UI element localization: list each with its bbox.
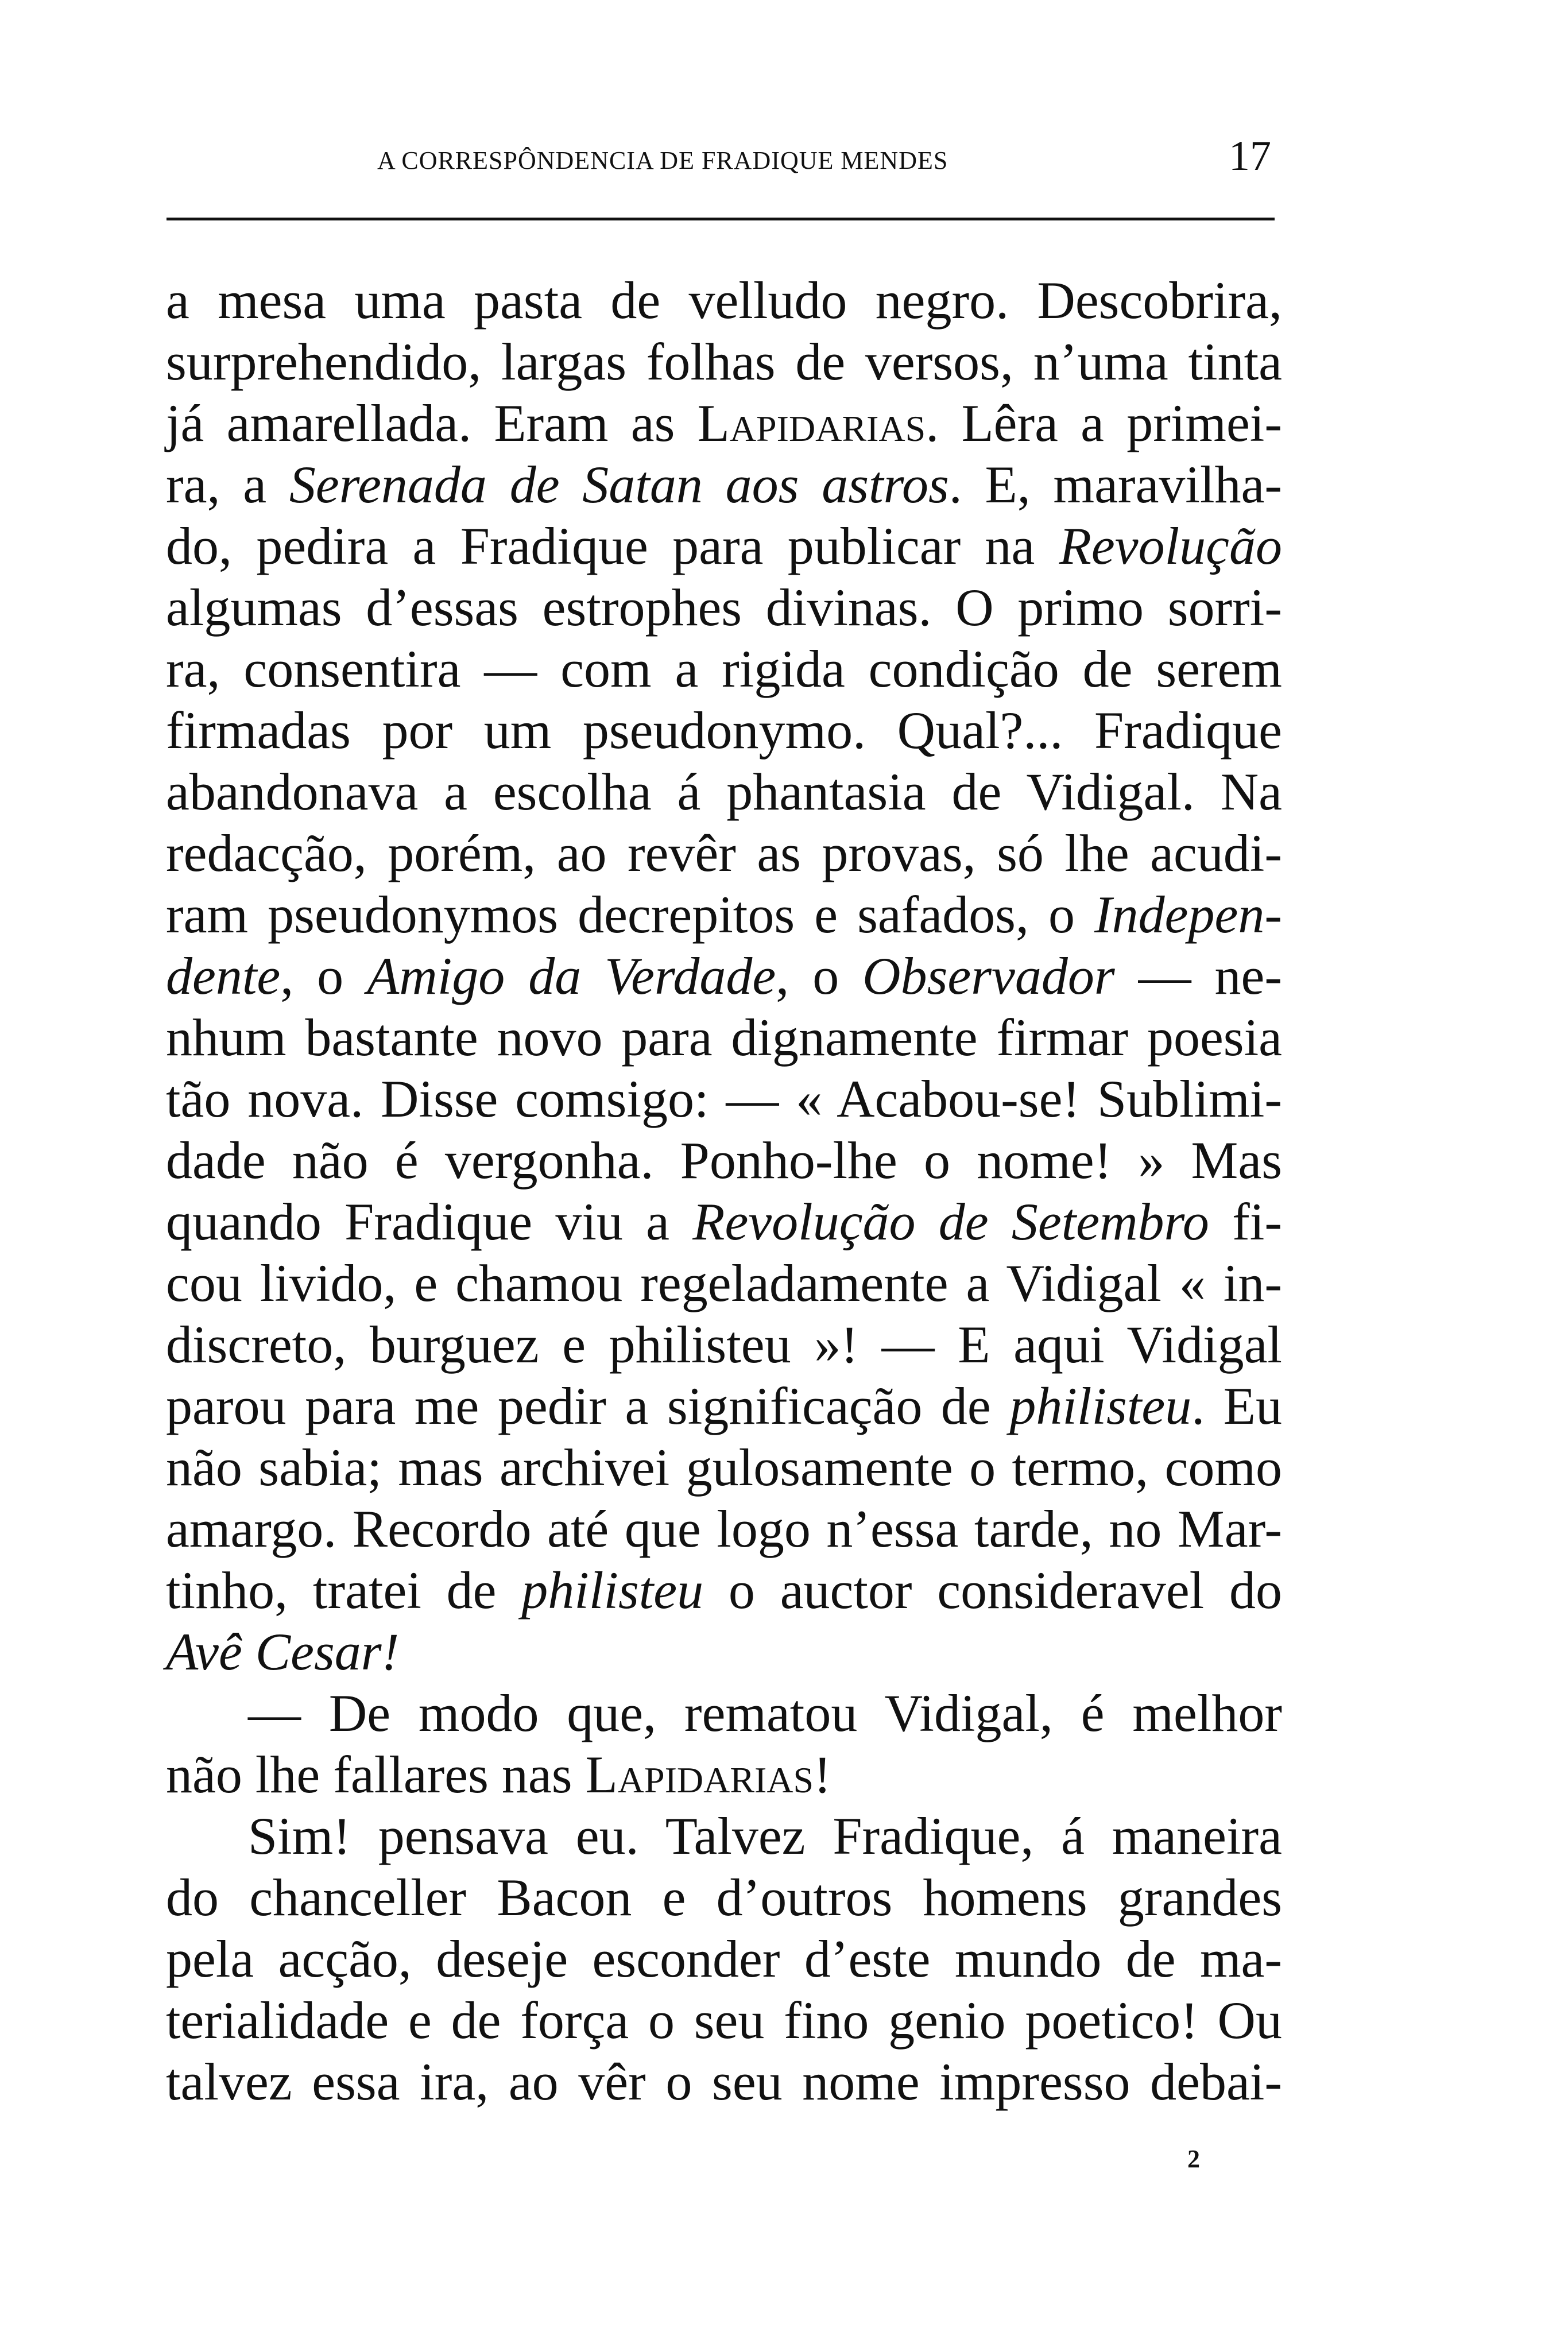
text-segment: . Lêra a primei- [926,394,1283,452]
text-line [166,270,1282,331]
text-segment: parou para me pedir a significação de [166,1377,1010,1435]
text-segment: tinho, tratei de [166,1561,522,1620]
text-segment: surprehendido, largas folhas de versos, n’uma tinta [166,332,1282,391]
text-line [166,2051,1282,2113]
text-segment: — ne- [1114,947,1282,1005]
text-segment: dade não é vergonha. Ponho-lhe o nome! » Mas [166,1131,1282,1190]
text-line [166,884,1282,946]
italic-text: philisteu [1009,1377,1192,1435]
text-segment: Sim! pensava eu. Talvez Fradique, á maneira [248,1807,1282,1865]
text-line [166,577,1282,638]
text-line [166,700,1282,761]
text-segment: fi- [1209,1192,1283,1251]
text-line-content [166,393,1282,454]
text-line-content [166,1498,1282,1560]
text-line [166,393,1282,454]
text-segment: do chanceller Bacon e d’outros homens grandes [166,1868,1282,1927]
text-line-content [166,1130,1282,1191]
text-line-content [166,454,1282,516]
text-segment: redacção, porém, ao revêr as provas, só lhe acudi- [166,824,1282,882]
text-line-content [248,1806,1282,1867]
text-line-content [166,1928,1282,1990]
text-segment: já amarellada. Eram as [166,394,698,452]
text-line [166,1191,1282,1253]
text-line-content [166,516,1282,577]
text-line [166,638,1282,700]
text-segment: discreto, burguez e philisteu »! — E aqui Vidigal [166,1315,1282,1374]
text-line-content [166,1560,1282,1621]
text-line-content [166,1253,1282,1314]
text-segment: a mesa uma pasta de velludo negro. Descobrira, [166,271,1282,330]
text-line-content [166,2051,1282,2113]
text-line [166,1928,1282,1990]
text-line [166,1806,1282,1867]
text-line [166,1068,1282,1130]
text-line-content [166,1007,1282,1068]
text-line-content [166,1376,1282,1437]
text-segment: . Eu [1191,1377,1283,1435]
italic-text: dente [166,947,281,1005]
text-line-content [166,946,1282,1007]
signature-mark: 2 [1187,2145,1200,2173]
text-line [166,1253,1282,1314]
text-segment: — De modo que, rematou Vidigal, é melhor [248,1684,1282,1742]
text-segment: terialidade e de força o seu fino genio poetico! Ou [166,1991,1282,2050]
text-line-content [166,1437,1282,1498]
text-line [166,1437,1282,1498]
italic-text: Observador [862,947,1115,1005]
text-segment: abandonava a escolha á phantasia de Vidigal. Na [166,762,1282,821]
italic-text: Amigo da Verdade [367,947,776,1005]
text-line-content [166,884,1282,946]
italic-text: philisteu [521,1561,704,1620]
text-line-content [166,270,1282,331]
text-line [166,1314,1282,1376]
body-text [166,270,1282,2113]
header-rule [167,218,1275,220]
text-line [166,1376,1282,1437]
text-line-content [166,1314,1282,1376]
text-segment: ! [814,1745,831,1804]
text-line-content [166,1744,831,1806]
text-line-content [166,823,1282,884]
text-line-content [166,1068,1282,1130]
text-line-content [166,577,1282,638]
text-line [166,331,1282,393]
italic-text: Revolução de Setembro [692,1192,1209,1251]
italic-text: Serenada de Satan aos astros [289,455,949,514]
text-line-content [166,761,1282,823]
text-segment: não lhe fallares nas [166,1745,586,1804]
text-line [166,823,1282,884]
text-line-content [166,1191,1282,1253]
text-line-content [166,1867,1282,1928]
text-line [166,1130,1282,1191]
italic-text: Revolução [1059,517,1282,575]
text-line [166,1621,1282,1683]
text-segment: quando Fradique viu a [166,1192,693,1251]
text-line [166,1683,1282,1744]
text-segment: , o [776,947,863,1005]
text-line [166,1498,1282,1560]
text-segment: amargo. Recordo até que logo n’essa tarde, no Mar- [166,1500,1282,1558]
text-segment: do, pedira a Fradique para publicar na [166,517,1059,575]
text-line [166,1560,1282,1621]
italic-text: Indepen- [1094,885,1282,944]
text-segment: ra, consentira — com a rigida condição de serem [166,640,1282,698]
small-caps-text: Lapidarias [697,394,926,452]
text-line-content [166,1621,399,1683]
text-segment: algumas d’essas estrophes divinas. O primo sorri- [166,578,1282,637]
text-line [166,516,1282,577]
text-line [166,1990,1282,2051]
text-segment: . E, maravilha- [948,455,1282,514]
text-line-content [166,638,1282,700]
text-line-content [166,331,1282,393]
text-segment: talvez essa ira, ao vêr o seu nome impresso debai- [166,2052,1282,2111]
text-segment: nhum bastante novo para dignamente firmar poesia [166,1008,1282,1067]
text-segment: ram pseudonymos decrepitos e safados, o [166,885,1095,944]
text-segment: pela acção, deseje esconder d’este mundo de ma- [166,1930,1282,1988]
text-segment: não sabia; mas archivei gulosamente o termo, como [166,1438,1282,1497]
running-title: A CORRESPÔNDENCIA DE FRADIQUE MENDES [377,146,948,175]
text-segment: cou livido, e chamou regeladamente a Vidigal « in- [166,1254,1282,1312]
text-line [166,761,1282,823]
text-line [166,454,1282,516]
small-caps-text: Lapidarias [585,1745,814,1804]
text-segment: o auctor consideravel do [703,1561,1282,1620]
italic-text: Avê Cesar! [166,1622,400,1681]
text-line [166,1007,1282,1068]
text-line-content [248,1683,1282,1744]
text-segment: , o [280,947,367,1005]
text-line [166,1867,1282,1928]
text-segment: firmadas por um pseudonymo. Qual?... Fradique [166,701,1282,760]
text-line [166,1744,1282,1806]
text-line-content [166,700,1282,761]
text-segment: tão nova. Disse comsigo: — « Acabou-se! Sublimi- [166,1070,1282,1128]
text-line-content [166,1990,1282,2051]
text-segment: ra, a [166,455,289,514]
text-line [166,946,1282,1007]
page-number: 17 [1229,133,1271,180]
